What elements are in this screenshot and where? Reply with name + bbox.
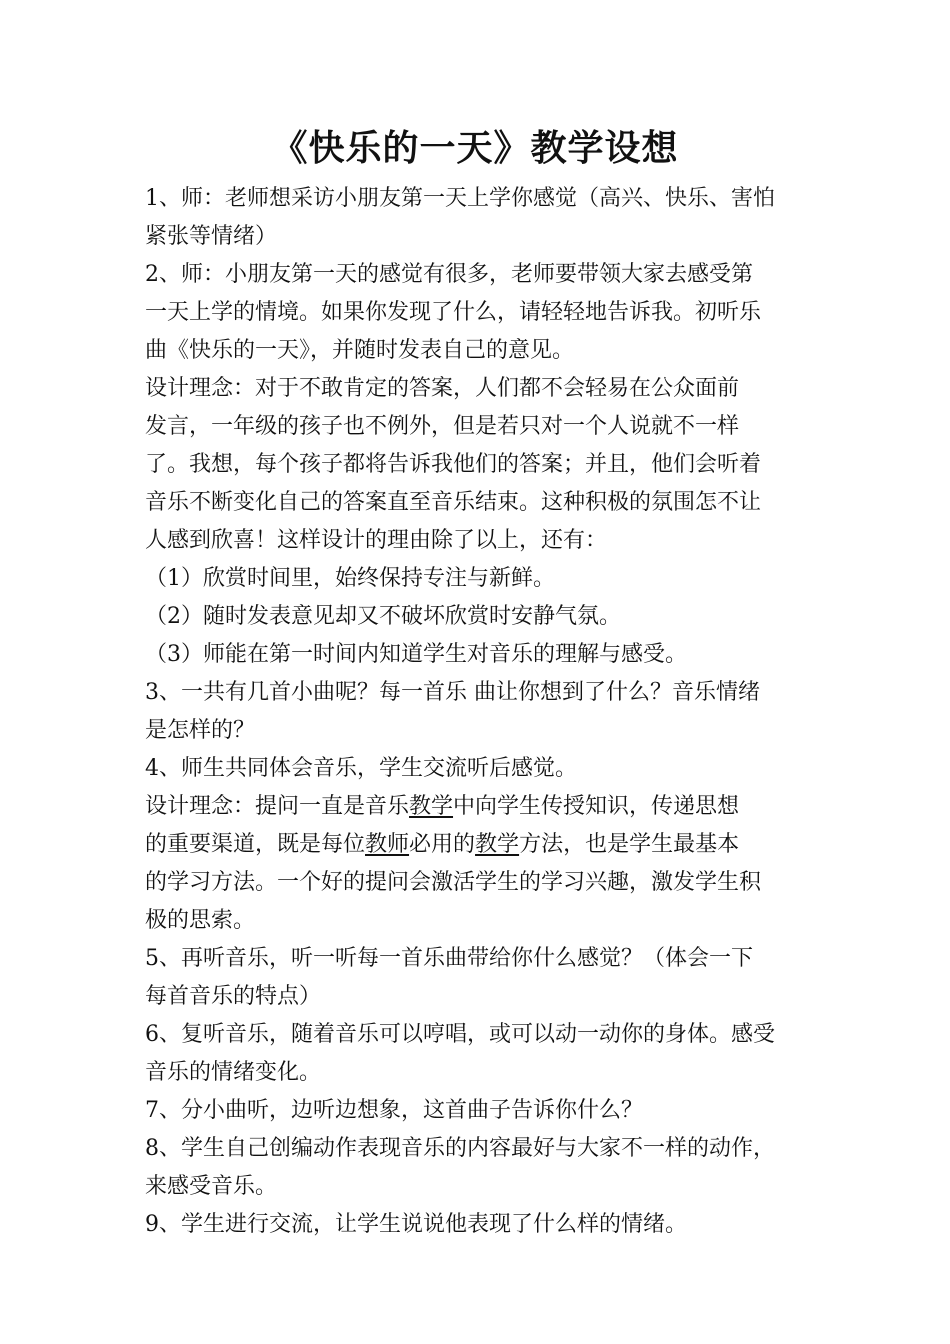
- text-segment: 中向学生传授知识，传递思想: [453, 794, 740, 819]
- text-line: 一天上学的情境。如果你发现了什么，请轻轻地告诉我。初听乐: [145, 300, 762, 325]
- text-line: 6、复听音乐，随着音乐可以哼唱，或可以动一动你的身体。感受: [145, 1022, 775, 1047]
- text-segment: 设计理念：提问一直是音乐: [145, 794, 410, 819]
- text-line: 紧张等情绪）: [145, 224, 278, 249]
- text-line: 来感受音乐。: [145, 1174, 278, 1199]
- text-line: 3、一共有几首小曲呢？每一首乐 曲让你想到了什么？音乐情绪: [145, 680, 760, 705]
- text-line: 了。我想，每个孩子都将告诉我他们的答案；并且，他们会听着: [145, 452, 762, 477]
- text-line: 设计理念：对于不敢肯定的答案，人们都不会轻易在公众面前: [145, 376, 740, 401]
- text-line: （2）随时发表意见却又不破坏欣赏时安静气氛。: [145, 604, 621, 629]
- text-line: （1）欣赏时间里，始终保持专注与新鲜。: [145, 566, 555, 591]
- text-line: 每首音乐的特点）: [145, 984, 322, 1009]
- text-line: 发言，一年级的孩子也不例外，但是若只对一个人说就不一样: [145, 414, 740, 439]
- text-line: 7、分小曲听，边听边想象，这首曲子告诉你什么？: [145, 1098, 643, 1123]
- link-jiaoxue[interactable]: 教学: [409, 794, 454, 819]
- text-segment: 必用的: [409, 832, 476, 857]
- link-jiaoxue[interactable]: 教学: [475, 832, 520, 857]
- link-jiaoshi[interactable]: 教师: [365, 832, 410, 857]
- text-line: [145, 788, 810, 826]
- text-line: 5、再听音乐，听一听每一首乐曲带给你什么感觉？（体会一下: [145, 946, 753, 971]
- text-line: 曲《快乐的一天》，并随时发表自己的意见。: [145, 338, 575, 363]
- text-line: [145, 826, 810, 864]
- document-title: 《快乐的一天》教学设想: [271, 127, 679, 169]
- text-line: 9、学生进行交流，让学生说说他表现了什么样的情绪。: [145, 1212, 687, 1237]
- text-line: 的学习方法。一个好的提问会激活学生的学习兴趣，激发学生积: [145, 870, 762, 895]
- text-line: 2、师：小朋友第一天的感觉有很多，老师要带领大家去感受第: [145, 262, 753, 287]
- text-line: 音乐的情绪变化。: [145, 1060, 322, 1085]
- document-body: [145, 180, 810, 1244]
- text-line: 4、师生共同体会音乐，学生交流听后感觉。: [145, 756, 577, 781]
- text-line: 音乐不断变化自己的答案直至音乐结束。这种积极的氛围怎不让: [145, 490, 762, 515]
- text-line: 人感到欣喜！这样设计的理由除了以上，还有：: [145, 528, 608, 553]
- text-line: 1、师：老师想采访小朋友第一天上学你感觉（高兴、快乐、害怕: [145, 186, 775, 211]
- text-line: 8、学生自己创编动作表现音乐的内容最好与大家不一样的动作，: [145, 1136, 775, 1161]
- text-line: （3）师能在第一时间内知道学生对音乐的理解与感受。: [145, 642, 687, 667]
- text-line: 极的思索。: [145, 908, 256, 933]
- text-segment: 方法，也是学生最基本: [519, 832, 740, 857]
- text-segment: 的重要渠道，既是每位: [145, 832, 366, 857]
- text-line: 是怎样的？: [145, 718, 256, 743]
